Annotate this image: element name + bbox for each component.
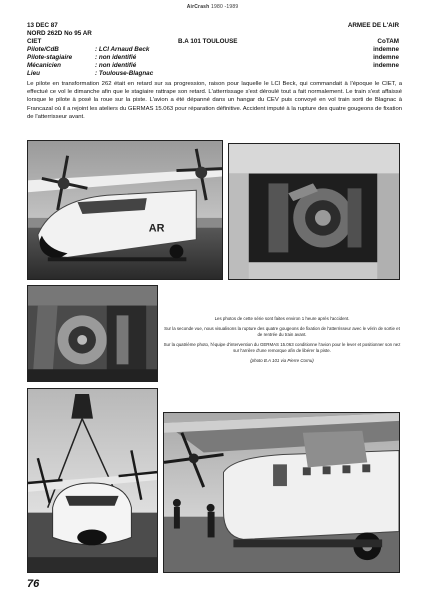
photo-caption — [163, 316, 401, 368]
crew-role-2: Pilote-stagiaire — [27, 54, 73, 61]
running-header — [0, 4, 425, 10]
photo-broken-studs — [27, 285, 158, 382]
base: B.A 101 TOULOUSE — [178, 38, 238, 45]
page-number: 76 — [27, 578, 40, 590]
caption-paragraph-2: Sur la seconde vue, nous visualisons la rupture des quatre gougeons de fixation de l'atterrisseur avec le vérin de sortie et de rentrée du train avant. — [164, 326, 400, 337]
crew-name-3: : non identifié — [95, 62, 137, 69]
unit: CIET — [27, 38, 42, 45]
place: : Toulouse-Blagnac — [95, 70, 154, 77]
photo-gear-bay — [228, 143, 400, 280]
header-years: 1980 -1989 — [211, 4, 239, 10]
header-brand: AirCrash — [186, 4, 210, 10]
crew-status-2: indemne — [373, 54, 399, 61]
photo-credit: (photo B.A 101 via Pierre Cornu) — [250, 358, 314, 363]
aircraft-marking: AR — [148, 222, 165, 235]
place-label: Lieu — [27, 70, 40, 77]
accident-narrative: Le pilote en transformation 262 était en retard sur sa progression, raison pour laquelle le LCl Beck, qui commandait à l'époque le CIET, a effectué ce vol le dimanche afin que le stagiaire rattrape son retard. L'atterrissage s'est déroulé tout a fait normalement. Le train s'est affaissé lorsque le pilote à posé la roue sur la piste. L'avion a été dépanné dans un hangar du CEV puis convoyé en vol train sorti de Blagnac à Francazal où il a rejoint les ateliers du GERMAS 15.063 pour réparation définitive. Accident imputé à la rupture des quatre gougeons de fixation de l'atterrisseur avant. — [27, 81, 402, 120]
crew-status-3: indemne — [373, 62, 399, 69]
air-force: ARMEE DE L'AIR — [347, 22, 399, 29]
caption-paragraph-1: Les photos de cette série sont faites environ 1 heure après l'accident. — [214, 316, 350, 321]
crew-name-2: : non identifié — [95, 54, 137, 61]
aircraft-id: NORD 262D No 95 AR — [27, 30, 92, 37]
photo-crane-lift — [27, 388, 158, 573]
caption-paragraph-3: Sur la quatrième photo, l'équipe d'intervention du GERMAS 15.063 conditionne l'avion pour le lever et positionner son nez sur l'arrière d'une remorque afin de libérer la piste. — [163, 342, 401, 353]
photo-aircraft-nose-down — [27, 140, 223, 280]
accident-date: 13 DEC 87 — [27, 22, 58, 29]
crew-role-3: Mécanicien — [27, 62, 61, 69]
command: CoTAM — [377, 38, 399, 45]
crew-status-1: indemne — [373, 46, 399, 53]
crew-role-1: Pilote/CdB — [27, 46, 59, 53]
crew-name-1: : LCl Arnaud Beck — [95, 46, 150, 53]
photo-aircraft-on-trailer — [163, 412, 400, 573]
